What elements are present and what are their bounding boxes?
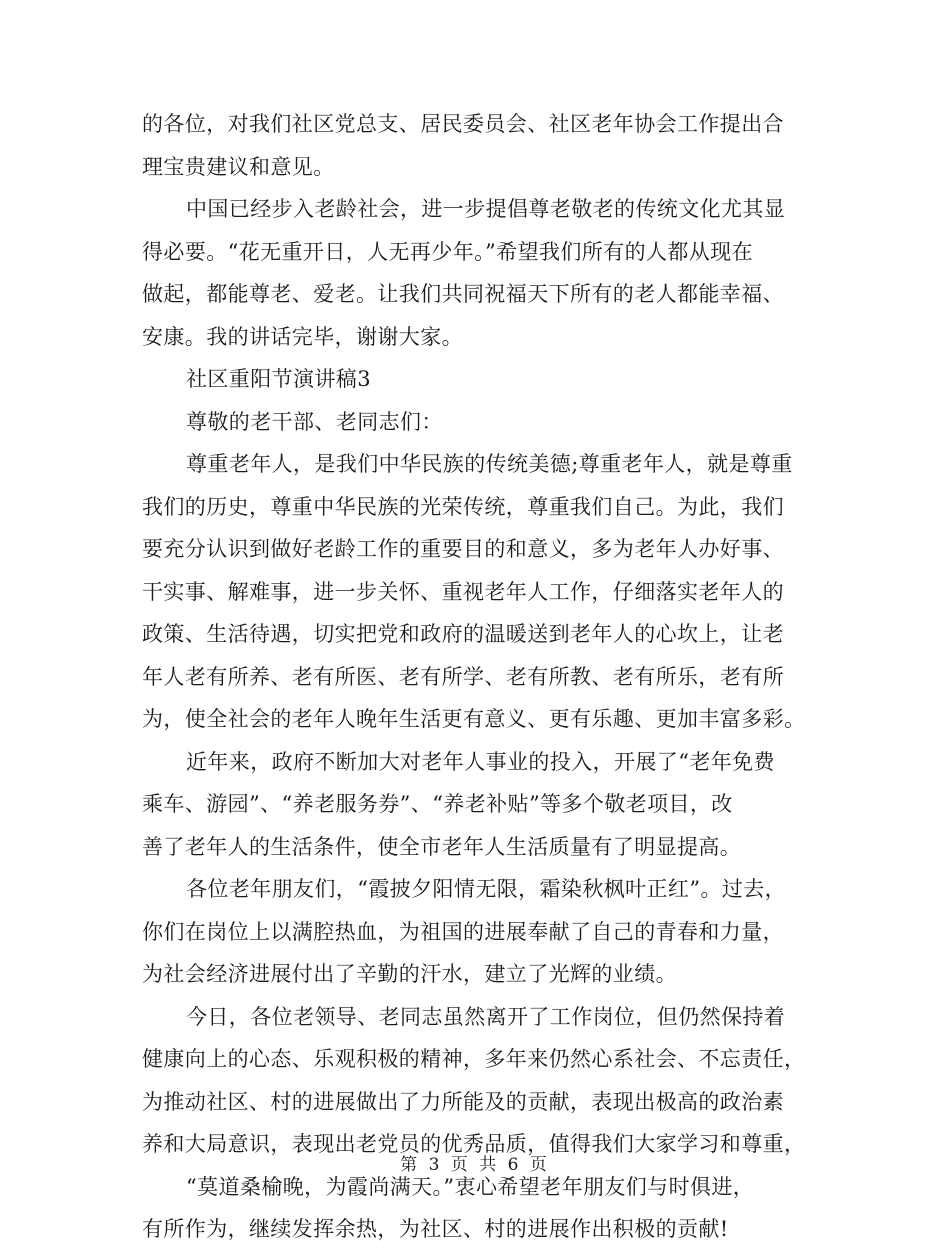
text-line: 尊敬的老干部、老同志们： [186, 409, 443, 434]
text-line: 的各位，对我们社区党总支、居民委员会、社区老年协会工作提出合 [142, 112, 784, 136]
text-line: 尊重老年人，是我们中华民族的传统美德;尊重老年人，就是尊重 [186, 452, 793, 476]
text-line: 社区重阳节演讲稿3 [186, 367, 371, 391]
text-line: 健康向上的心态、乐观积极的精神，多年来仍然心系社会、不忘责任， [142, 1047, 806, 1071]
text-line: 为推动社区、村的进展做出了力所能及的贡献，表现出极高的政治素 [142, 1089, 784, 1114]
text-line: 乘车、游园”、“养老服务券”、“养老补贴”等多个敬老项目，改 [142, 792, 733, 816]
text-line: 各位老年朋友们，“霞披夕阳情无限，霜染秋枫叶正红”。过去， [186, 877, 787, 901]
text-line: 你们在岗位上以满腔热血，为祖国的进展奉献了自己的青春和力量， [142, 919, 784, 944]
text-line: 为社会经济进展付出了辛勤的汗水，建立了光辉的业绩。 [142, 962, 677, 986]
text-line: 养和大局意识，表现出老党员的优秀品质，值得我们大家学习和尊重， [142, 1132, 806, 1156]
text-line: “莫道桑榆晚，为霞尚满天。”衷心希望老年朋友们与时俱进， [186, 1174, 755, 1199]
text-line: 有所作为，继续发挥余热，为社区、村的进展作出积极的贡献! [142, 1217, 729, 1241]
text-line: 我们的历史，尊重中华民族的光荣传统，尊重我们自己。为此，我们 [142, 494, 784, 519]
text-line: 今日，各位老领导、老同志虽然离开了工作岗位，但仍然保持着 [186, 1004, 786, 1029]
text-line: 安康。我的讲话完毕，谢谢大家。 [142, 324, 463, 349]
text-line: 理宝贵建议和意见。 [142, 154, 335, 179]
text-line: 为，使全社会的老年人晚年生活更有意义、更有乐趣、更加丰富多彩。 [142, 707, 806, 731]
text-line: 得必要。“花无重开日，人无再少年。”希望我们所有的人都从现在 [142, 239, 753, 264]
text-line: 做起，都能尊老、爱老。让我们共同祝福天下所有的老人都能幸福、 [142, 282, 784, 306]
document-body [142, 103, 810, 1251]
text-line: 近年来，政府不断加大对老年人事业的投入，开展了“老年免费 [186, 749, 775, 774]
text-line: 善了老年人的生活条件，使全市老年人生活质量有了明显提高。 [142, 834, 742, 859]
text-line: 中国已经步入老龄社会，进一步提倡尊老敬老的传统文化尤其显 [186, 197, 786, 221]
text-line: 干实事、解难事，进一步关怀、重视老年人工作，仔细落实老年人的 [142, 579, 784, 604]
text-line: 年人老有所养、老有所医、老有所学、老有所教、老有所乐，老有所 [142, 664, 784, 689]
text-line: 政策、生活待遇，切实把党和政府的温暖送到老年人的心坎上，让老 [142, 622, 784, 646]
text-line: 要充分认识到做好老龄工作的重要目的和意义，多为老年人办好事、 [142, 537, 784, 561]
page-number: 第 3 页 共 6 页 [400, 1155, 550, 1175]
